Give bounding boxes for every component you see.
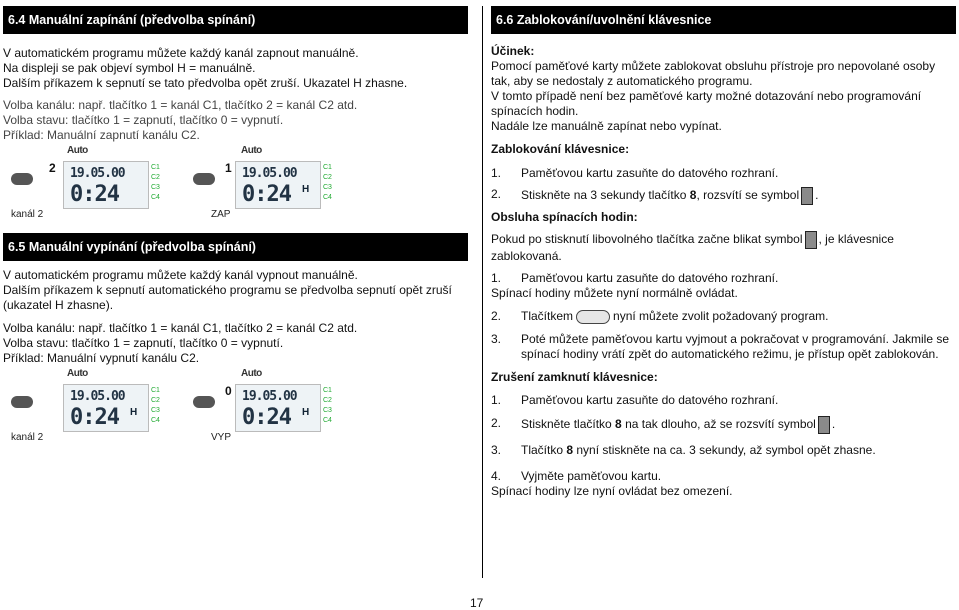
left-column — [3, 6, 468, 454]
page-number: 17 — [470, 596, 484, 610]
channel-c4: C4 — [323, 417, 332, 424]
s64-l1: Volba kanálu: např. tlačítko 1 = kanál C1, tlačítko 2 = kanál C2 atd. — [3, 98, 358, 112]
step-number: 4. — [491, 469, 502, 483]
ucinek-heading: Účinek: — [491, 44, 535, 58]
step-number: 1. — [491, 393, 502, 407]
s64-p2: Na displeji se pak objeví symbol H = manuálně. — [3, 61, 256, 75]
section-6-4-title: 6.4 Manuální zapínání (předvolba spínání) — [3, 6, 468, 34]
step-text: Paměťovou kartu zasuňte do datového rozhraní. — [521, 166, 779, 180]
obsluha-p1: Pokud po stisknutí libovolného tlačítka začne blikat symbol , je klávesnice zablokovaná. — [491, 232, 894, 263]
key-number: 0 — [225, 384, 232, 398]
right-column — [491, 6, 956, 499]
s64-l3: Příklad: Manuální zapnutí kanálu C2. — [3, 128, 200, 142]
channel-c4: C4 — [323, 194, 332, 201]
lock-symbol-icon — [801, 187, 813, 205]
lcd-time: 0:24 — [70, 182, 119, 207]
ucinek-p3: Nadále lze manuálně zapínat nebo vypínat. — [491, 119, 722, 133]
lcd-date: 19.05.00 — [242, 166, 297, 181]
obsluha-step-3 — [491, 332, 956, 362]
obsluha-heading: Obsluha spínacích hodin: — [491, 210, 638, 224]
zruseni-step-4 — [491, 469, 956, 484]
program-button-icon — [576, 310, 610, 324]
lcd-display — [235, 161, 321, 209]
channel-c2: C2 — [323, 174, 332, 181]
auto-label: Auto — [67, 368, 88, 379]
step-text: Tlačítkem nyní můžete zvolit požadovaný program. — [521, 309, 829, 323]
lcd-time: 0:24 — [242, 405, 291, 430]
channel-c3: C3 — [151, 184, 160, 191]
zablok-step-1 — [491, 166, 956, 181]
lcd-time: 0:24 — [242, 182, 291, 207]
key-number: 2 — [49, 161, 56, 175]
step-text: Tlačítko 8 nyní stiskněte na ca. 3 sekundy, až symbol opět zhasne. — [521, 443, 876, 457]
s64-l2: Volba stavu: tlačítko 1 = zapnutí, tlačítko 0 = vypnutí. — [3, 113, 284, 127]
zruseni-step-3 — [491, 443, 956, 458]
s64-figure — [3, 143, 468, 233]
label-kanal-2: kanál 2 — [11, 432, 44, 443]
channel-c2: C2 — [151, 174, 160, 181]
hand-icon — [193, 396, 215, 408]
label-kanal-2: kanál 2 — [11, 209, 44, 220]
channel-c1: C1 — [151, 164, 160, 171]
label-vyp: VYP — [211, 432, 232, 443]
section-6-6-title: 6.6 Zablokování/uvolnění klávesnice — [491, 6, 956, 34]
lcd-time: 0:24 — [70, 405, 119, 430]
step-number: 1. — [491, 271, 502, 285]
auto-label: Auto — [241, 145, 262, 156]
channel-c2: C2 — [151, 397, 160, 404]
ucinek-p1: Pomocí paměťové karty můžete zablokovat obsluhu přístroje pro nepovolané osoby tak, aby se nedostaly z automatického programu. — [491, 59, 936, 88]
lcd-date: 19.05.00 — [70, 166, 125, 181]
zablok-heading: Zablokování klávesnice: — [491, 142, 630, 156]
step-text: Vyjměte paměťovou kartu. — [521, 469, 662, 483]
lock-symbol-icon — [805, 231, 817, 249]
lcd-display — [63, 161, 149, 209]
obsluha-step-1 — [491, 271, 956, 286]
step-number: 2. — [491, 309, 502, 323]
lcd-date: 19.05.00 — [242, 389, 297, 404]
hand-icon — [11, 396, 33, 408]
channel-c4: C4 — [151, 417, 160, 424]
channel-list — [151, 163, 175, 203]
zablok-step-2 — [491, 187, 956, 205]
s64-p1: V automatickém programu můžete každý kanál zapnout manuálně. — [3, 46, 359, 60]
step-text: Paměťovou kartu zasuňte do datového rozhraní. — [521, 271, 779, 285]
channel-c3: C3 — [151, 407, 160, 414]
zruseni-step-4-note: Spínací hodiny lze nyní ovládat bez omezení. — [491, 484, 733, 498]
ucinek-p2: V tomto případě není bez paměťové karty možné dotazování nebo programování spínacích hodin. — [491, 89, 922, 118]
s65-p2: Dalším příkazem k sepnutí automatického programu se předvolba sepnutí opět zruší (ukazatel H zhasne). — [3, 283, 452, 312]
channel-c2: C2 — [323, 397, 332, 404]
s65-l3: Příklad: Manuální vypnutí kanálu C2. — [3, 351, 200, 365]
channel-c1: C1 — [323, 164, 332, 171]
channel-list — [151, 386, 175, 426]
channel-c3: C3 — [323, 184, 332, 191]
label-zap: ZAP — [211, 209, 231, 220]
channel-c1: C1 — [323, 387, 332, 394]
lcd-manual-symbol: H — [302, 407, 310, 418]
hand-icon — [193, 173, 215, 185]
step-text: Stiskněte na 3 sekundy tlačítko 8, rozsvítí se symbol . — [521, 187, 819, 205]
step-number: 2. — [491, 187, 502, 201]
auto-label: Auto — [67, 145, 88, 156]
s65-figure — [3, 366, 468, 454]
step-text: Paměťovou kartu zasuňte do datového rozhraní. — [521, 393, 779, 407]
s65-l1: Volba kanálu: např. tlačítko 1 = kanál C1, tlačítko 2 = kanál C2 atd. — [3, 321, 358, 335]
step-number: 1. — [491, 166, 502, 180]
s65-l2: Volba stavu: tlačítko 1 = zapnutí, tlačítko 0 = vypnutí. — [3, 336, 284, 350]
obsluha-step-1-note: Spínací hodiny můžete nyní normálně ovládat. — [491, 286, 738, 300]
lcd-manual-symbol: H — [302, 184, 310, 195]
step-number: 3. — [491, 332, 502, 346]
lcd-display — [235, 384, 321, 432]
channel-c4: C4 — [151, 194, 160, 201]
step-text: Stiskněte tlačítko 8 na tak dlouho, až se rozsvítí symbol . — [521, 416, 835, 434]
channel-c3: C3 — [323, 407, 332, 414]
channel-c1: C1 — [151, 387, 160, 394]
step-text: Poté můžete paměťovou kartu vyjmout a pokračovat v programování. Jakmile se spínací hodiny vrátí zpět do automatického režimu, je přístup opět zablokován. — [521, 332, 950, 361]
column-divider — [482, 6, 483, 578]
s65-p1: V automatickém programu můžete každý kanál vypnout manuálně. — [3, 268, 358, 282]
s64-p3: Dalším příkazem k sepnutí se tato předvolba opět zruší. Ukazatel H zhasne. — [3, 76, 408, 90]
key-number: 1 — [225, 161, 232, 175]
auto-label: Auto — [241, 368, 262, 379]
channel-list — [323, 386, 347, 426]
zruseni-heading: Zrušení zamknutí klávesnice: — [491, 370, 658, 384]
lcd-date: 19.05.00 — [70, 389, 125, 404]
lcd-display — [63, 384, 149, 432]
hand-icon — [11, 173, 33, 185]
zruseni-step-1 — [491, 393, 956, 408]
lock-symbol-icon — [818, 416, 830, 434]
section-6-5-title: 6.5 Manuální vypínání (předvolba spínání) — [3, 233, 468, 261]
zruseni-step-2 — [491, 416, 956, 434]
obsluha-step-2 — [491, 309, 956, 324]
lcd-manual-symbol: H — [130, 407, 138, 418]
step-number: 2. — [491, 416, 502, 430]
step-number: 3. — [491, 443, 502, 457]
channel-list — [323, 163, 347, 203]
